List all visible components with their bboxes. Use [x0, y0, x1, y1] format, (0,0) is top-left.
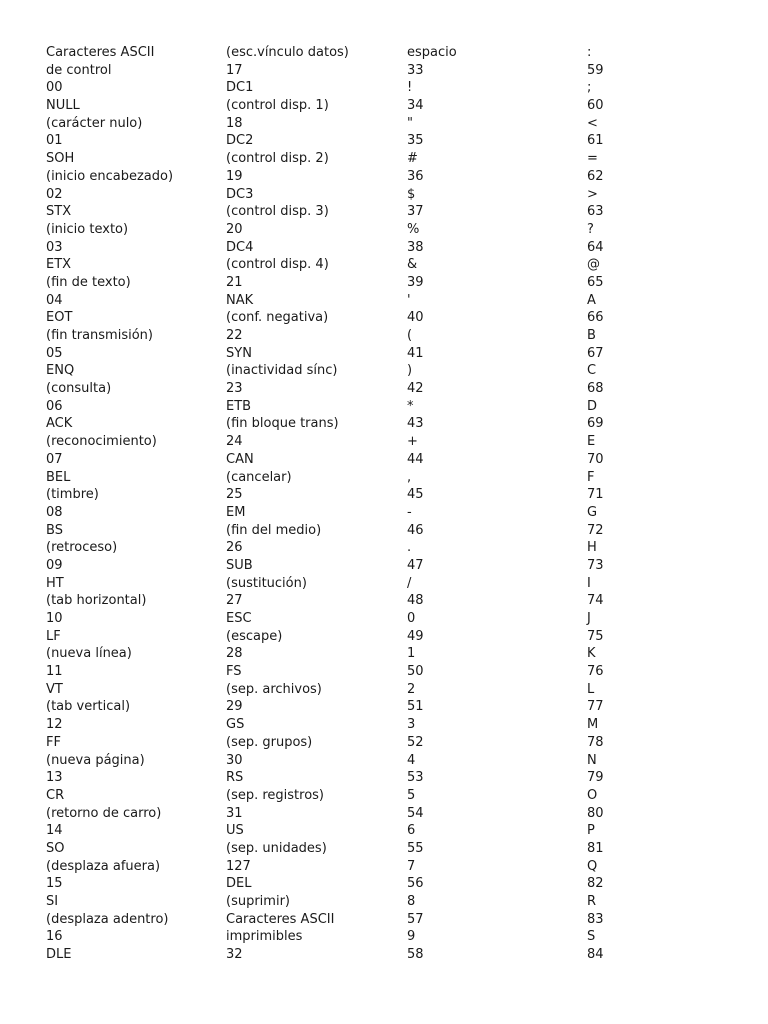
table-cell: ; [587, 80, 592, 96]
table-cell: I [587, 575, 591, 591]
table-cell: # [407, 151, 418, 167]
table-cell: STX [46, 204, 72, 220]
column-3 [407, 44, 457, 964]
table-cell: 69 [587, 416, 604, 432]
table-cell: (fin bloque trans) [226, 416, 339, 432]
table-cell: 84 [587, 947, 604, 963]
table-cell: Q [587, 858, 598, 874]
table-cell: (cancelar) [226, 469, 292, 485]
table-cell: (esc.vínculo datos) [226, 45, 349, 60]
table-cell: 34 [407, 98, 424, 114]
table-cell: 0 [407, 611, 416, 626]
table-cell: 59 [587, 62, 604, 78]
table-cell: RS [226, 770, 244, 786]
table-cell: 28 [226, 646, 243, 662]
table-cell: * [407, 398, 414, 414]
table-cell: 15 [46, 876, 63, 892]
table-cell: NULL [46, 98, 80, 114]
table-cell: O [587, 787, 598, 803]
table-cell: LF [46, 628, 61, 644]
table-cell: ' [407, 292, 411, 308]
table-cell: ETB [226, 398, 252, 414]
table-cell: 09 [46, 557, 63, 573]
table-cell: & [407, 257, 418, 273]
table-cell: (sep. archivos) [226, 681, 322, 697]
table-cell: 06 [46, 398, 63, 414]
table-cell: 25 [226, 487, 243, 503]
table-cell: (carácter nulo) [46, 115, 143, 131]
table-cell: F [587, 469, 595, 485]
table-cell: (retroceso) [46, 540, 118, 556]
table-cell: CAN [226, 451, 254, 467]
table-cell: 02 [46, 186, 63, 202]
table-cell: 7 [407, 858, 416, 874]
table-cell: / [407, 575, 412, 591]
table-cell: 65 [587, 274, 604, 290]
table-cell: 72 [587, 522, 604, 538]
table-cell: N [587, 752, 597, 768]
table-cell: - [407, 504, 412, 520]
table-cell: 70 [587, 451, 604, 467]
table-cell: : [587, 45, 592, 60]
table-cell: Caracteres ASCII [226, 911, 335, 927]
table-cell: 24 [226, 434, 243, 450]
table-cell: espacio [407, 45, 457, 60]
column-2 [226, 44, 349, 964]
table-cell: 35 [407, 133, 424, 149]
table-cell: (sustitución) [226, 575, 307, 591]
table-cell: de control [46, 62, 112, 78]
table-cell: L [587, 681, 595, 697]
table-cell: ENQ [46, 363, 75, 379]
table-cell: EM [226, 504, 246, 520]
table-cell: (tab vertical) [46, 699, 131, 715]
table-cell: 04 [46, 292, 63, 308]
table-cell: DC2 [226, 133, 254, 149]
table-cell: 47 [407, 557, 424, 573]
table-cell: (nueva línea) [46, 646, 132, 662]
table-cell: 05 [46, 345, 63, 361]
table-cell: S [587, 929, 596, 945]
table-cell: 80 [587, 805, 604, 821]
table-cell: (fin del medio) [226, 522, 322, 538]
table-cell: B [587, 328, 596, 343]
table-cell: (conf. negativa) [226, 310, 329, 326]
table-cell: J [587, 611, 591, 626]
table-cell: BEL [46, 469, 71, 485]
table-cell: 38 [407, 239, 424, 255]
table-cell: R [587, 894, 597, 909]
table-cell: 07 [46, 451, 63, 467]
table-cell: H [587, 540, 597, 556]
table-cell: 19 [226, 168, 243, 184]
table-cell: (suprimir) [226, 894, 290, 909]
table-cell: 78 [587, 734, 604, 750]
table-cell: (fin transmisión) [46, 328, 153, 343]
table-cell: 49 [407, 628, 424, 644]
table-cell: 8 [407, 894, 416, 909]
table-cell: 45 [407, 487, 424, 503]
table-cell: 6 [407, 823, 416, 839]
table-cell: 61 [587, 133, 604, 149]
table-cell: (control disp. 1) [226, 98, 329, 114]
table-cell: M [587, 717, 599, 733]
table-cell: (sep. unidades) [226, 840, 327, 856]
table-cell: 82 [587, 876, 604, 892]
table-cell: 27 [226, 593, 243, 609]
table-cell: G [587, 504, 598, 520]
table-cell: 29 [226, 699, 243, 715]
table-cell: 50 [407, 664, 424, 680]
table-cell: 22 [226, 328, 243, 343]
table-cell: 32 [226, 947, 243, 963]
table-cell: 73 [587, 557, 604, 573]
table-cell: + [407, 434, 418, 450]
table-cell: (reconocimiento) [46, 434, 157, 450]
table-cell: 13 [46, 770, 63, 786]
table-cell: 39 [407, 274, 424, 290]
table-cell: ! [407, 80, 413, 96]
table-cell: P [587, 823, 595, 839]
table-cell: SYN [226, 345, 252, 361]
table-cell: BS [46, 522, 63, 538]
table-cell: 127 [226, 858, 251, 874]
table-cell: 71 [587, 487, 604, 503]
table-cell: ACK [46, 416, 73, 432]
table-cell: FS [226, 664, 242, 680]
table-cell: EOT [46, 310, 73, 326]
table-cell: 68 [587, 381, 604, 397]
table-cell: 77 [587, 699, 604, 715]
table-cell: 42 [407, 381, 424, 397]
table-cell: > [587, 186, 598, 202]
table-cell: (tab horizontal) [46, 593, 147, 609]
table-cell: VT [46, 681, 63, 697]
table-cell: 3 [407, 717, 416, 733]
table-cell: 2 [407, 681, 416, 697]
table-cell: (control disp. 3) [226, 204, 329, 220]
table-cell: 40 [407, 310, 424, 326]
table-cell: 74 [587, 593, 604, 609]
table-cell: CR [46, 787, 65, 803]
table-cell: = [587, 151, 598, 167]
table-cell: 64 [587, 239, 604, 255]
table-cell: (timbre) [46, 487, 99, 503]
table-cell: HT [46, 575, 64, 591]
table-cell: 57 [407, 911, 424, 927]
table-cell: (control disp. 4) [226, 257, 329, 273]
table-cell: 83 [587, 911, 604, 927]
table-cell: 60 [587, 98, 604, 114]
table-cell: 54 [407, 805, 424, 821]
table-cell: Caracteres ASCII [46, 45, 155, 60]
table-cell: NAK [226, 292, 254, 308]
table-cell: 00 [46, 80, 63, 96]
table-cell: (escape) [226, 628, 283, 644]
table-cell: 66 [587, 310, 604, 326]
table-cell: 52 [407, 734, 424, 750]
table-cell: 75 [587, 628, 604, 644]
table-cell: D [587, 398, 598, 414]
table-cell: ? [587, 221, 594, 237]
table-cell: 62 [587, 168, 604, 184]
table-cell: 37 [407, 204, 424, 220]
table-cell: (consulta) [46, 381, 112, 397]
table-cell: (inicio texto) [46, 221, 129, 237]
table-cell: 9 [407, 929, 416, 945]
table-cell: (sep. grupos) [226, 734, 313, 750]
table-cell: SOH [46, 151, 75, 167]
table-cell: 79 [587, 770, 604, 786]
table-cell: 63 [587, 204, 604, 220]
table-cell: US [226, 823, 244, 839]
table-cell: 01 [46, 133, 63, 149]
table-cell: DC3 [226, 186, 254, 202]
table-cell: 23 [226, 381, 243, 397]
table-cell: 20 [226, 221, 243, 237]
table-cell: 55 [407, 840, 424, 856]
column-4 [587, 44, 604, 964]
table-cell: SI [46, 894, 59, 909]
table-cell: 17 [226, 62, 243, 78]
table-cell: 53 [407, 770, 424, 786]
table-cell: 16 [46, 929, 63, 945]
table-cell: (nueva página) [46, 752, 145, 768]
table-cell: 03 [46, 239, 63, 255]
table-cell: GS [226, 717, 245, 733]
table-cell: 14 [46, 823, 63, 839]
table-cell: (sep. registros) [226, 787, 325, 803]
table-cell: (inactividad sínc) [226, 363, 338, 379]
table-cell: 44 [407, 451, 424, 467]
table-cell: DLE [46, 947, 72, 963]
table-cell: 81 [587, 840, 604, 856]
table-cell: 46 [407, 522, 424, 538]
table-cell: ESC [226, 611, 252, 626]
table-cell: " [407, 115, 413, 131]
table-cell: 1 [407, 646, 416, 662]
table-cell: 10 [46, 611, 63, 626]
column-1 [46, 44, 173, 964]
table-cell: 36 [407, 168, 424, 184]
table-cell: (inicio encabezado) [46, 168, 174, 184]
table-cell: SUB [226, 557, 253, 573]
table-cell: SO [46, 840, 65, 856]
table-cell: ETX [46, 257, 72, 273]
table-cell: 58 [407, 947, 424, 963]
table-cell: E [587, 434, 596, 450]
table-cell: . [407, 540, 412, 556]
table-cell: ) [407, 363, 413, 379]
table-cell: C [587, 363, 597, 379]
table-cell: % [407, 221, 420, 237]
table-cell: DEL [226, 876, 252, 892]
table-cell: (desplaza afuera) [46, 858, 161, 874]
table-cell: 08 [46, 504, 63, 520]
table-cell: (control disp. 2) [226, 151, 329, 167]
table-cell: 30 [226, 752, 243, 768]
table-cell: (retorno de carro) [46, 805, 162, 821]
table-cell: 76 [587, 664, 604, 680]
table-cell: @ [587, 257, 600, 273]
table-cell: 11 [46, 664, 63, 680]
table-cell: 12 [46, 717, 63, 733]
table-cell: FF [46, 734, 61, 750]
table-cell: 26 [226, 540, 243, 556]
table-cell: 31 [226, 805, 243, 821]
table-cell: 5 [407, 787, 416, 803]
table-cell: ( [407, 328, 413, 343]
table-cell: 41 [407, 345, 424, 361]
table-cell: , [407, 469, 412, 485]
table-cell: (desplaza adentro) [46, 911, 169, 927]
table-cell: 67 [587, 345, 604, 361]
table-cell: K [587, 646, 596, 662]
table-cell: DC4 [226, 239, 254, 255]
table-cell: imprimibles [226, 929, 303, 945]
table-cell: $ [407, 186, 416, 202]
table-cell: 43 [407, 416, 424, 432]
table-cell: 48 [407, 593, 424, 609]
table-cell: 18 [226, 115, 243, 131]
table-cell: 33 [407, 62, 424, 78]
table-cell: 4 [407, 752, 416, 768]
table-cell: 21 [226, 274, 243, 290]
table-cell: 56 [407, 876, 424, 892]
table-cell: A [587, 292, 596, 308]
table-cell: 51 [407, 699, 424, 715]
table-cell: DC1 [226, 80, 254, 96]
table-cell: (fin de texto) [46, 274, 131, 290]
table-cell: < [587, 115, 598, 131]
